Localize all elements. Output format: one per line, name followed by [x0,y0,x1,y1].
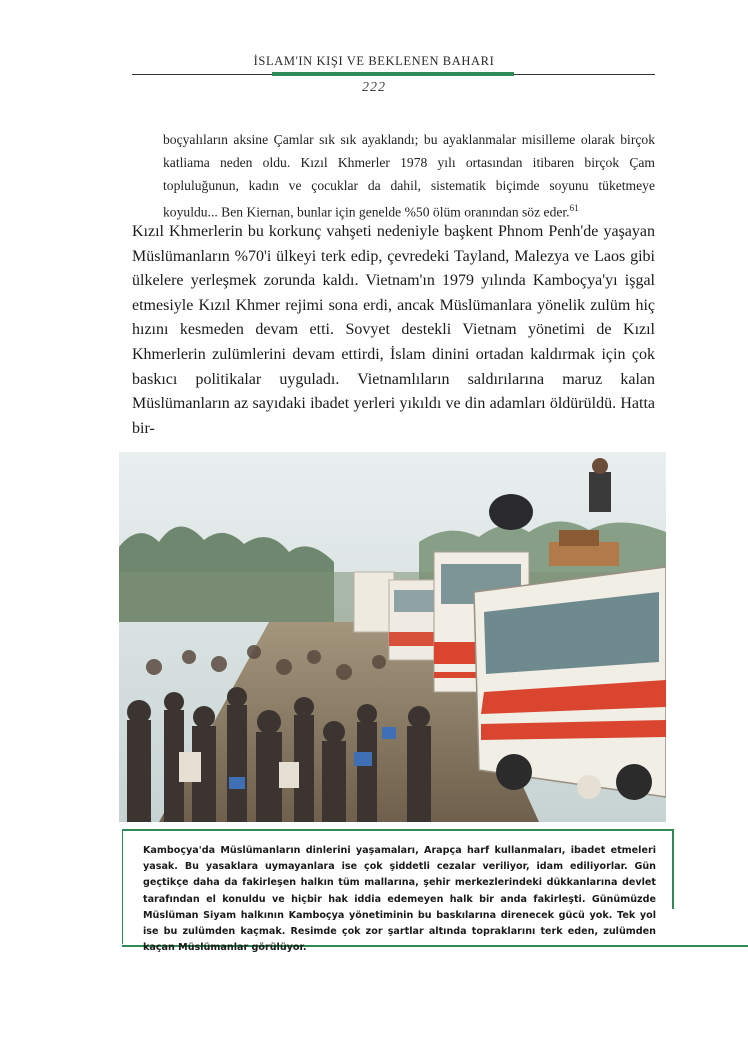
quote-text: boçyalıların aksine Çamlar sık sık ayaklandı; bu ayaklanmalar misilleme olarak birçok katliama neden oldu. Kızıl Khmerler 1978 yılı ortasından itibaren birçok Çam topluluğunun, kadın ve çocuklar da dahil, sistematik biçimde soyunu tüketmeye koyuldu... Ben Kiernan, bunlar için genelde %50 ölüm oranından söz eder. [163,132,655,220]
running-header: İSLAM'IN KIŞI VE BEKLENEN BAHARI [253,54,495,68]
refugee-photo [119,452,666,822]
footnote-marker[interactable]: 61 [569,203,579,213]
body-paragraph: Kızıl Khmerlerin bu korkunç vahşeti nedeniyle başkent Phnom Penh'de yaşayan Müslümanların %70'i ülkeyi terk edip, çevredeki Tayland, Malezya ve Laos gibi ülkelere yerleşmek zorunda kaldı. Vietnam'ın 1979 yılında Kamboçya'yı işgal etmesiyle Kızıl Khmer rejimi sona erdi, ancak Müslümanlara yönelik zulüm hiç hızını kesmeden devam etti. Sovyet destekli Vietnam yönetimi de Kızıl Khmerlerin zulümlerini devam ettirdi, İslam dinini ortadan kaldırmak için çok baskıcı politikalar uyguladı. Vietnamlıların saldırılarına maruz kalan Müslümanların az sayıdaki ibadet yerleri yıkıldı ve din adamları öldürüldü. Hatta bir- [132,223,655,437]
refugee-photo-illustration [119,452,666,822]
block-quote [163,128,655,224]
header-accent-bar [272,72,514,76]
photo-caption: Kamboçya'da Müslümanların dinlerini yaşamaları, Arapça harf kullanmaları, ibadet etmeleri yasak. Bu yasaklara uymayanlara ise çok şiddetli cezalar veriliyor, idam ediliyorlar. Gün geçtikçe daha da fakirleşen halkın tüm mallarına, şehir merkezlerindeki dükkanlarına devlet tarafından el konuldu ve hiçbir hak iddia edemeyen halk bir anda fakirleşti. Günümüzde Müslüman Siyam halkının Kamboçya yönetiminin bu baskılarına direnecek gücü yok. Tek yol ise bu zulümden kaçmak. Resimde çok zor şartlar altında topraklarını terk eden, zulümden kaçan Müslümanlar görülüyor. [143,845,656,954]
page-number: 222 [362,80,386,95]
